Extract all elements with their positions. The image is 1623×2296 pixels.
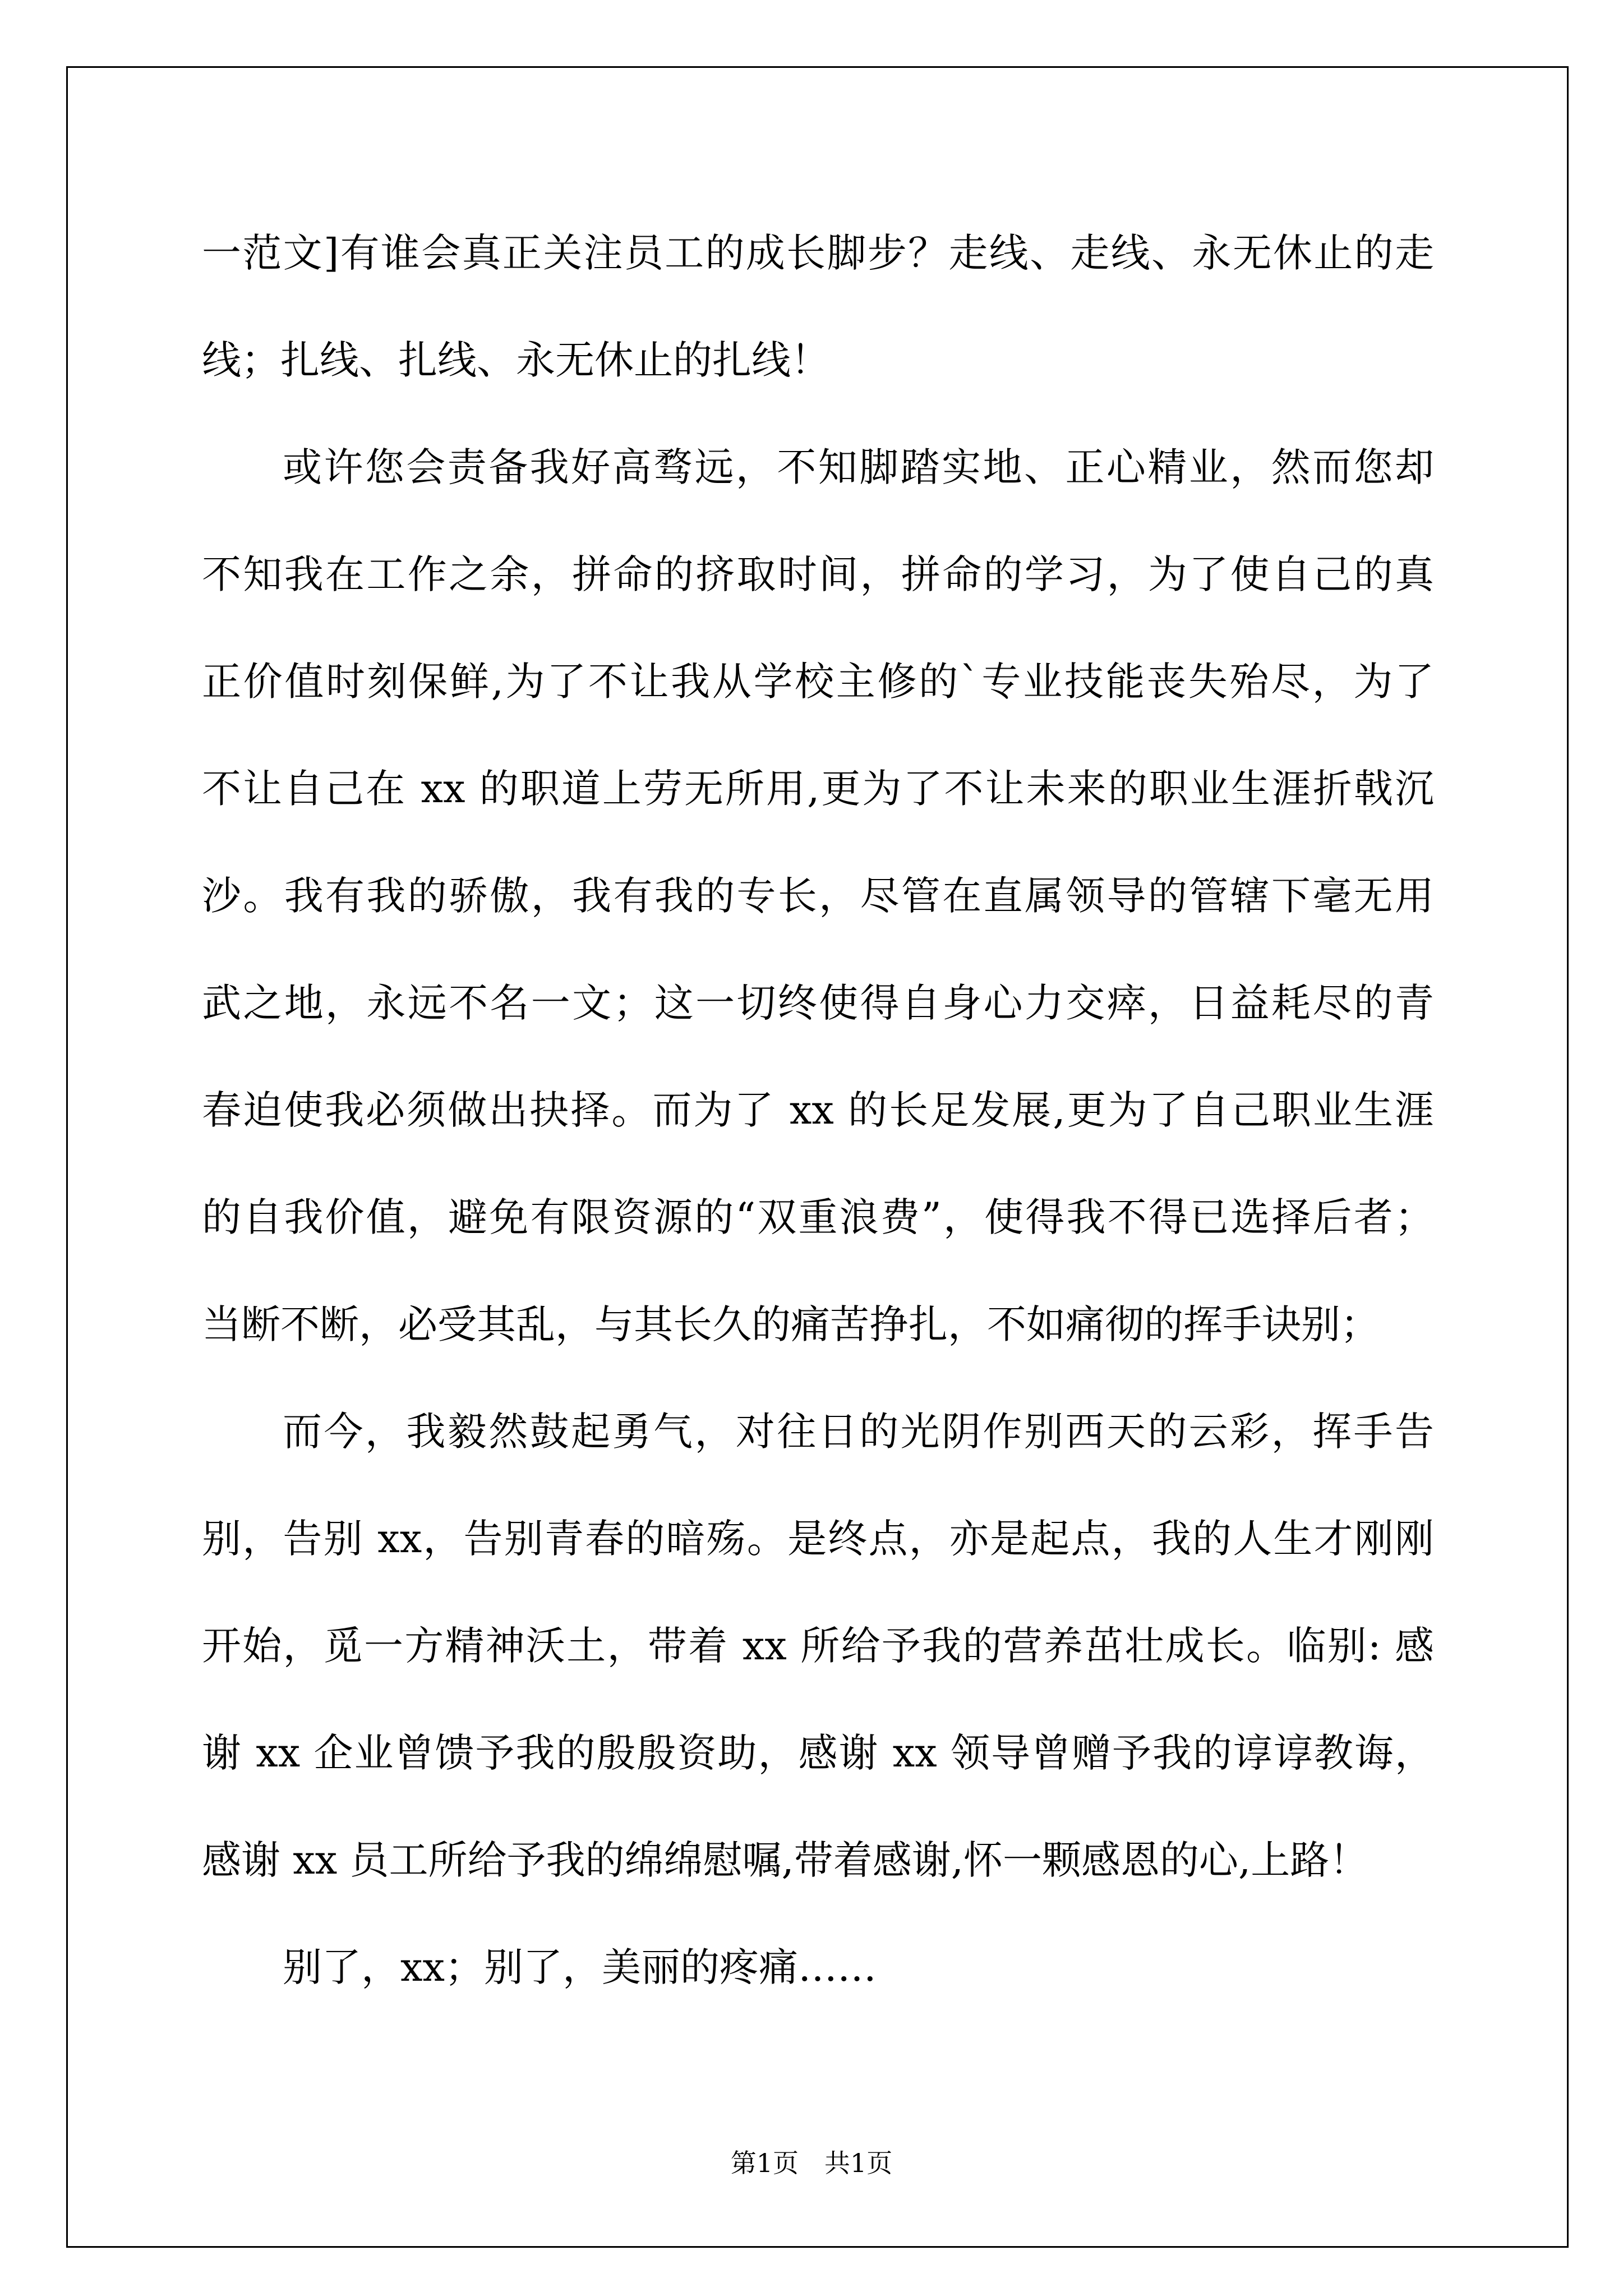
paragraph-3: [202, 1378, 1434, 1914]
body-text-line: 线；扎线、扎线、永无休止的扎线！: [202, 337, 830, 383]
body-text-line: 一范文]有谁会真正关注员工的成长脚步？走线、走线、永无休止的走: [202, 230, 1434, 276]
paragraph-2: [202, 414, 1434, 1378]
body-text-line: 或许您会责备我好高骛远，不知脚踏实地、正心精业，然而您却: [283, 444, 1434, 490]
body-text-line: 春迫使我必须做出抉择。而为了 xx 的长足发展,更为了自己职业生涯: [202, 1087, 1434, 1133]
body-text-line: 不让自己在 xx 的职道上劳无所用,更为了不让未来的职业生涯折戟沉: [202, 766, 1434, 812]
body-text-line: 谢 xx 企业曾馈予我的殷殷资助，感谢 xx 领导曾赠予我的谆谆教诲，: [202, 1730, 1434, 1776]
body-text-line: 当断不断，必受其乱，与其长久的痛苦挣扎，不如痛彻的挥手诀别；: [202, 1301, 1380, 1347]
paragraph-4: [202, 1914, 1434, 2021]
body-text-line: 武之地，永远不名一文；这一切终使得自身心力交瘁，日益耗尽的青: [202, 980, 1434, 1026]
body-text-line: 沙。我有我的骄傲，我有我的专长，尽管在直属领导的管辖下毫无用: [202, 873, 1434, 919]
body-text-line: 别了，xx；别了，美丽的疼痛……: [283, 1944, 877, 1990]
body-text-line: 别，告别 xx，告别青春的暗殇。是终点，亦是起点，我的人生才刚刚: [202, 1516, 1434, 1562]
page-number-footer: 第1页 共1页: [730, 2148, 893, 2178]
body-text-line: 的自我价值，避免有限资源的“双重浪费”，使得我不得已选择后者；: [202, 1194, 1434, 1240]
body-text-line: 开始，觅一方精神沃土，带着 xx 所给予我的营养茁壮成长。临别: 感: [202, 1623, 1434, 1669]
body-text-line: 不知我在工作之余，拼命的挤取时间，拼命的学习，为了使自己的真: [202, 551, 1434, 597]
body-text-line: 正价值时刻保鲜,为了不让我从学校主修的`专业技能丧失殆尽，为了: [202, 659, 1434, 705]
body-text-line: 而今，我毅然鼓起勇气，对往日的光阴作别西天的云彩，挥手告: [283, 1409, 1434, 1455]
paragraph-1: [202, 200, 1434, 414]
body-text-line: 感谢 xx 员工所给予我的绵绵慰嘱,带着感谢,怀一颗感恩的心,上路！: [202, 1837, 1369, 1883]
document-body: [202, 200, 1434, 2021]
